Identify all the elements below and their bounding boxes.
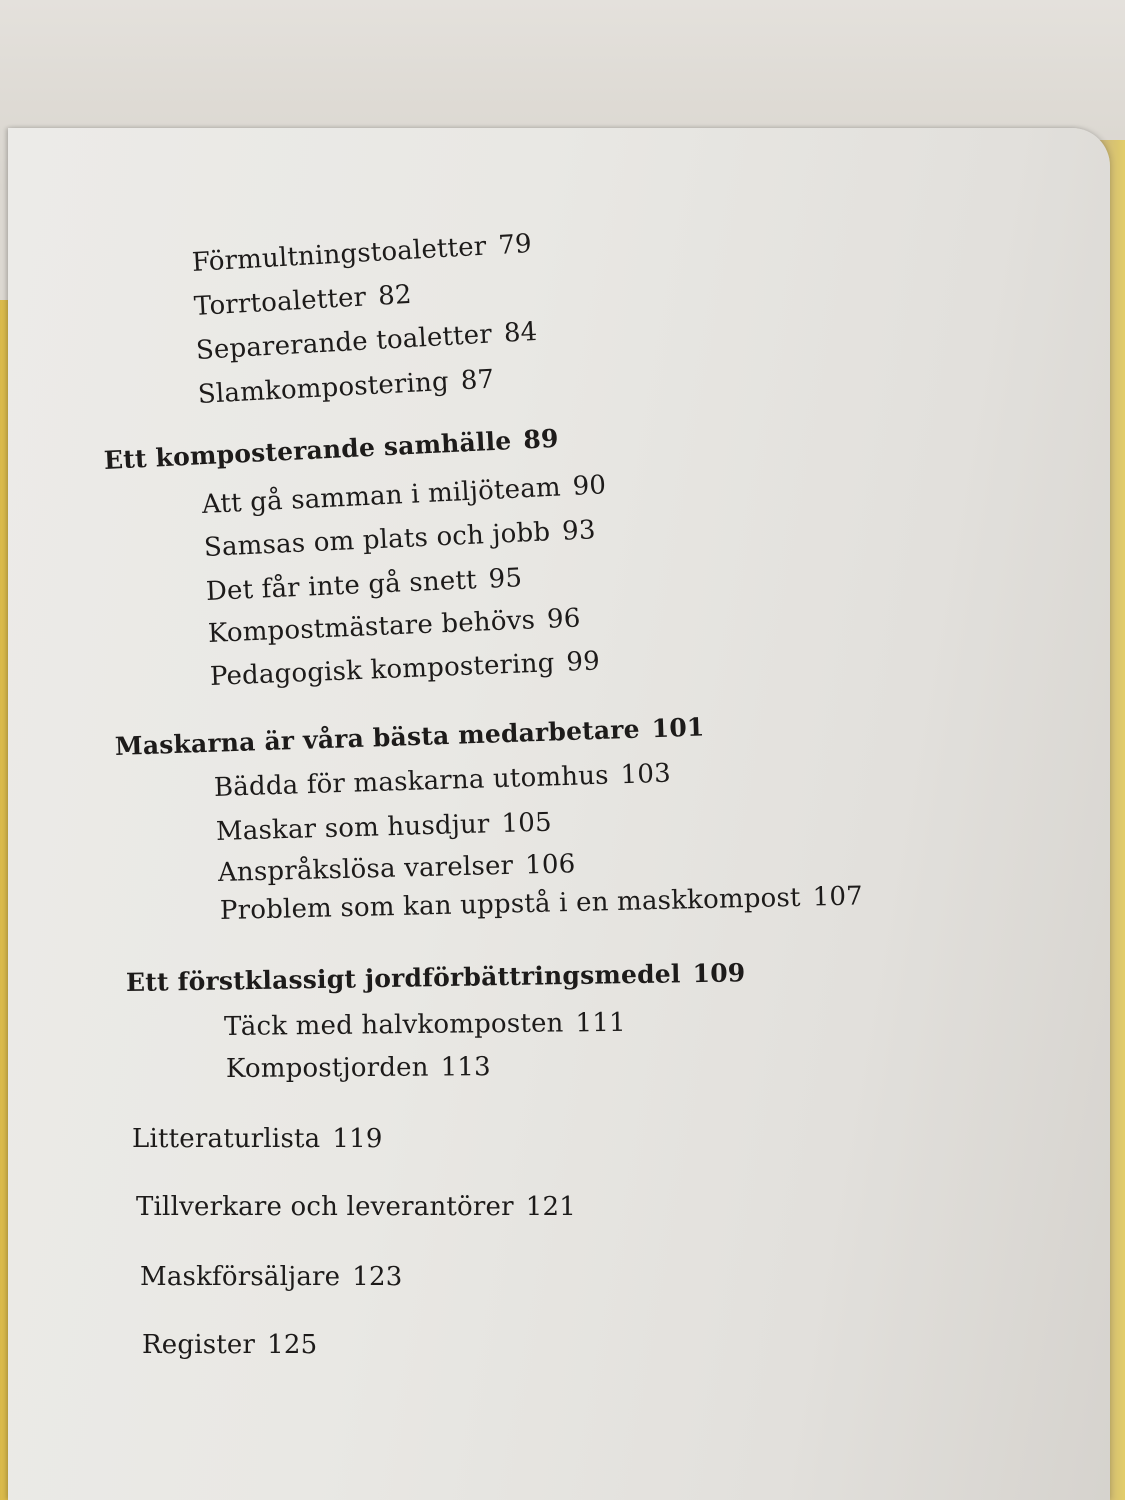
toc-section-title: Ett förstklassigt jordförbättringsmedel (125, 959, 681, 997)
toc-entry (218, 849, 576, 888)
toc-section-page: 101 (651, 712, 705, 744)
toc-entry (216, 808, 553, 847)
toc-entry-title: Register (142, 1330, 256, 1360)
toc-entry-title: Det får inte gå snett (205, 565, 478, 607)
toc-entry-title: Bädda för maskarna utomhus (213, 760, 610, 803)
toc-section-page: 89 (522, 423, 560, 455)
toc-entry-page: 95 (487, 563, 523, 595)
toc-entry-page: 99 (565, 646, 601, 678)
toc-entry (193, 280, 412, 322)
toc-entry (226, 1052, 491, 1084)
toc-entry-title: Kompostmästare behövs (207, 605, 536, 649)
toc-section-heading (126, 958, 746, 997)
toc-back-matter-entry (142, 1330, 317, 1360)
toc-entry-page: 82 (377, 279, 413, 312)
toc-entry-page: 123 (352, 1262, 403, 1292)
toc-entry (191, 229, 533, 278)
toc-entry-page: 105 (501, 807, 553, 840)
toc-entry (224, 1008, 626, 1042)
toc-entry-title: Torrtoaletter (193, 282, 368, 322)
toc-entry-title: Anspråkslösa varelser (217, 850, 514, 888)
toc-entry-title: Separerande toaletter (195, 319, 493, 366)
toc-entry-page: 93 (561, 515, 597, 547)
toc-entry-page: 90 (571, 470, 607, 502)
toc-entry-title: Maskförsäljare (140, 1262, 341, 1292)
toc-section-heading (103, 424, 559, 475)
toc-entry-title: Förmultningstoaletter (191, 231, 488, 278)
toc-entry (207, 603, 581, 649)
toc-entry (195, 317, 538, 366)
toc-entry-page: 121 (525, 1192, 576, 1222)
toc-entry-title: Pedagogisk kompostering (209, 648, 556, 692)
toc-entry-page: 125 (267, 1330, 318, 1360)
toc-entry-page: 119 (332, 1124, 383, 1154)
toc-entry-title: Kompostjorden (225, 1052, 429, 1084)
toc-section-heading (115, 712, 705, 761)
toc-entry (197, 364, 495, 409)
toc-back-matter-entry (132, 1124, 383, 1154)
toc-section-title: Ett komposterande samhälle (103, 426, 513, 475)
toc-section-title: Maskarna är våra bästa medarbetare (114, 714, 641, 761)
toc-entry (201, 470, 607, 520)
toc-entry (209, 646, 600, 692)
toc-entry-page: 96 (546, 603, 582, 635)
toc-entry-title: Maskar som husdjur (215, 809, 490, 847)
toc-back-matter-entry (140, 1262, 403, 1292)
toc-entry-page: 103 (620, 758, 672, 791)
toc-back-matter-entry (136, 1192, 576, 1222)
toc-entry (203, 515, 596, 563)
toc-entry-title: Att gå samman i miljöteam (201, 472, 562, 520)
toc-entry-title: Tillverkare och leverantörer (136, 1192, 514, 1222)
toc-entry-title: Litteraturlista (132, 1124, 321, 1154)
toc-entry-page: 87 (460, 364, 496, 397)
toc-entry-page: 79 (497, 229, 533, 261)
toc-entry-page: 84 (503, 316, 539, 349)
toc-entry (214, 759, 672, 803)
toc-entry-title: Slamkompostering (197, 366, 450, 410)
toc-entry-page: 106 (524, 849, 576, 881)
toc-entry-title: Samsas om plats och jobb (203, 517, 551, 563)
toc-entry-page: 113 (440, 1052, 491, 1083)
toc-entry (220, 881, 864, 926)
toc-section-page: 109 (692, 958, 746, 989)
toc-entry-page: 111 (575, 1007, 626, 1039)
toc-entry-title: Täck med halvkomposten (223, 1008, 564, 1042)
toc-entry-page: 107 (812, 881, 864, 913)
toc-entry-title: Problem som kan uppstå i en maskkompost (219, 882, 801, 926)
toc-entry (205, 563, 522, 607)
